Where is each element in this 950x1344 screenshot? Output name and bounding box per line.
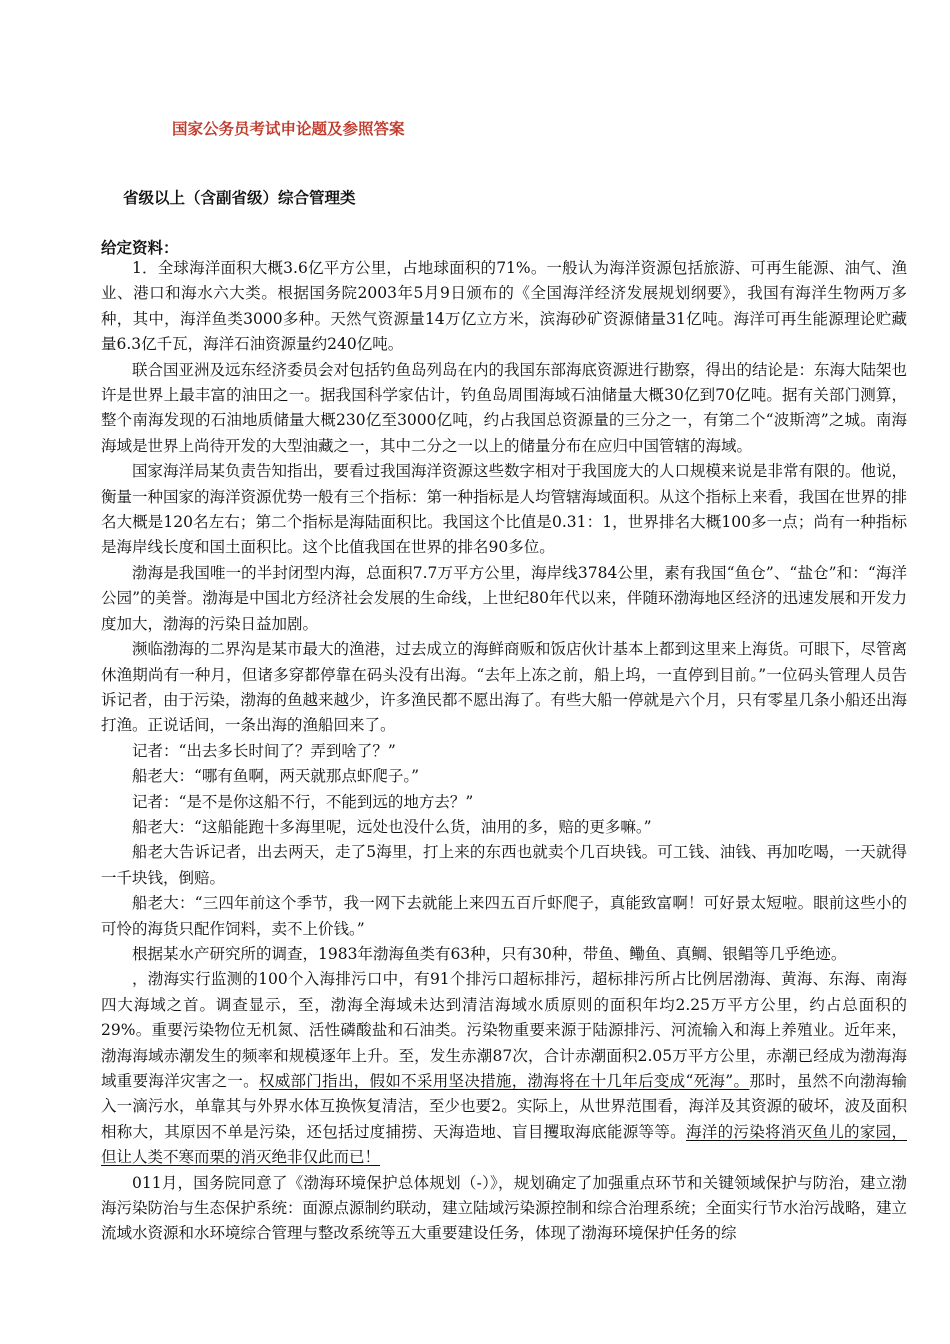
dialogue-line: 船老大：“三四年前这个季节，我一网下去就能上来四五百斤虾爬子，真能致富啊！可好景太短啦。眼前这些小的可怜的海货只配作饲料，卖不上价钱。”: [101, 894, 907, 938]
paragraph: 濒临渤海的二界沟是某市最大的渔港，过去成立的海鲜商贩和饭店伙计基本上都到这里来上海货。可眼下，尽管离休渔期尚有一种月，但诸多穿都停靠在码头没有出海。“去年上冻之前，船上坞，一直停到目前。”一位码头管理人员告诉记者，由于污染，渤海的鱼越来越少，许多渔民都不愿出海了。有些大船一停就是六个月，只有零星几条小船还出海打渔。正说话间，一条出海的渔船回来了。: [101, 640, 908, 735]
dialogue-line: 记者：“出去多长时间了？弄到啥了？”: [132, 741, 396, 760]
dialogue-line: 船老大：“哪有鱼啊，两天就那点虾爬子。”: [132, 767, 420, 786]
paragraph: 根据某水产研究所的调查，1983年渤海鱼类有63种，只有30种，带鱼、鳓鱼、真鲷、银鲳等几乎绝迹。: [132, 944, 847, 963]
paragraph-text: 那时，虽然不向渤海输入一滴污水，单靠其与外界水体互换恢复清洁，至少也要2。实际上，从世界范围看，海洋及其资源的破坏，波及面积相称大，其原因不单是污染，还包括过度捕捞、天海造地、盲目攫取海底能源等等。: [101, 1072, 907, 1141]
document-title: 国家公务员考试申论题及参照答案: [172, 120, 405, 138]
paragraph: 联合国亚洲及远东经济委员会对包括钓鱼岛列岛在内的我国东部海底资源进行勘察，得出的结论是：东海大陆架也许是世界上最丰富的油田之一。据我国科学家估计，钓鱼岛周围海域石油储量大概30亿到70亿吨。据有关部门测算，整个南海发现的石油地质储量大概230亿至3000亿吨，约占我国总资源量的三分之一，有第二个“波斯湾”之城。南海海域是世界上尚待开发的大型油藏之一，其中二分之一以上的储量分布在应归中国管辖的海域。: [101, 360, 908, 455]
document-body: [101, 256, 907, 1247]
underlined-sentence: 海洋的污染将消灭鱼儿的家园，但让人类不寒而栗的消灭绝非仅此而已！: [101, 1122, 907, 1167]
paragraph: 船老大告诉记者，出去两天，走了5海里，打上来的东西也就卖个几百块钱。可工钱、油钱、再加吃喝，一天就得一千块钱，倒赔。: [101, 843, 907, 887]
paragraph: 011月，国务院同意了《渤海环境保护总体规划（-）》，规划确定了加强重点环节和关键领域保护与防治，建立渤海污染防治与生态保护系统：面源点源制约联动，建立陆域污染源控制和综合治理系统；全面实行节水治污战略，建立流域水资源和水环境综合管理与整改系统等五大重要建设任务，体现了渤海环境保护任务的综: [101, 1173, 908, 1243]
section-heading: 给定资料：: [101, 239, 179, 257]
document-subtitle: 省级以上（含副省级）综合管理类: [123, 189, 356, 207]
dialogue-line: 记者：“是不是你这船不行，不能到远的地方去？”: [132, 792, 474, 811]
paragraph-text: ，渤海实行监测的100个入海排污口中，有91个排污口超标排污，超标排污所占比例居渤海、黄海、东海、南海四大海域之首。调查显示，至，渤海全海域未达到清洁海域水质原则的面积年均2.25万平方公里，约占总面积的29%。重要污染物位无机氮、活性磷酸盐和石油类。污染物重要来源于陆源排污、河流输入和海上养殖业。近年来，渤海海域赤潮发生的频率和规模逐年上升。至，发生赤潮87次，合计赤潮面积2.05万平方公里，赤潮已经成为渤海海域重要海洋灾害之一。: [101, 970, 907, 1090]
paragraph-pollution: [101, 967, 907, 1170]
paragraph: 国家海洋局某负责告知指出，要看过我国海洋资源这些数字相对于我国庞大的人口规模来说是非常有限的。他说，衡量一种国家的海洋资源优势一般有三个指标：第一种指标是人均管辖海域面积。从这个指标上来看，我国在世界的排名大概是120名左右；第二个指标是海陆面积比。我国这个比值是0.31：1，世界排名大概100多一点；尚有一种指标是海岸线长度和国土面积比。这个比值我国在世界的排名90多位。: [101, 462, 908, 557]
paragraph: 1．全球海洋面积大概3.6亿平方公里，占地球面积的71%。一般认为海洋资源包括旅游、可再生能源、油气、渔业、港口和海水六大类。根据国务院2003年5月9日颁布的《全国海洋经济发展规划纲要》，我国有海洋生物两万多种，其中，海洋鱼类3000多种。天然气资源量14万亿立方米，滨海砂矿资源储量31亿吨。海洋可再生能源理论贮藏量6.3亿千瓦，海洋石油资源量约240亿吨。: [101, 259, 907, 354]
paragraph: 渤海是我国唯一的半封闭型内海，总面积7.7万平方公里，海岸线3784公里，素有我国“鱼仓”、“盐仓”和：“海洋公园”的美誉。渤海是中国北方经济社会发展的生命线，上世纪80年代以来，伴随环渤海地区经济的迅速发展和开发力度加大，渤海的污染日益加剧。: [101, 563, 907, 633]
dialogue-line: 船老大：“这船能跑十多海里呢，远处也没什么货，油用的多，赔的更多嘛。”: [132, 817, 652, 836]
underlined-sentence: 权威部门指出，假如不采用坚决措施，渤海将在十几年后变成“死海”。: [258, 1072, 750, 1090]
